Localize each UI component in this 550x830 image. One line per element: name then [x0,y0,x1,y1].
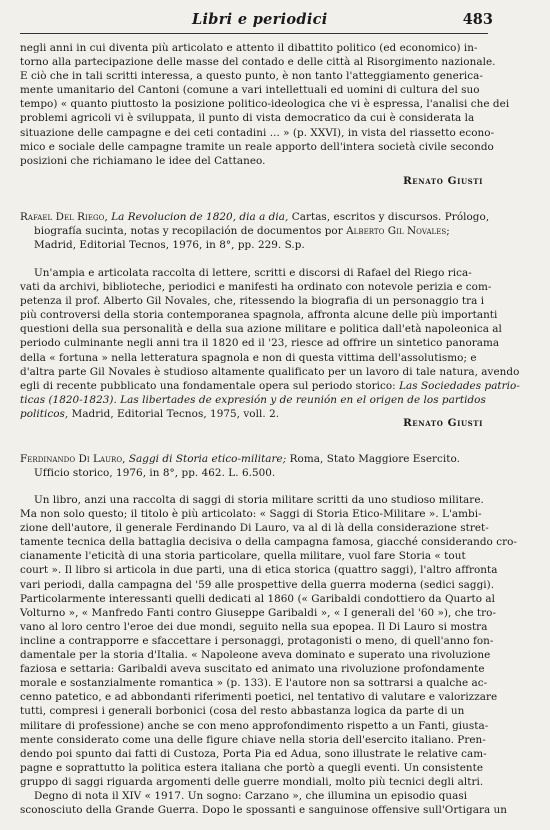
text-line: dendo poi spunto dai fatti di Custoza, Porta Pia ed Adua, sono illustrate le relative cam- [20,747,487,760]
text-line: pagne e soprattutto la politica estera italiana che portò a quegli eventi. Un consistente [20,761,484,774]
text-line: mente umanitario del Cantoni (comune a vari intellettuali ed uomini di cultura del suo [20,84,480,97]
text-line: vano al loro centro l'eroe dei due mondi, seguito nella sua epopea. Il Di Lauro si mostra [20,620,488,633]
text-line: vari periodi, dalla campagna del '59 alle prospettive della guerra moderna (sedici saggi). [20,578,495,591]
text-line: più controversi della storia contemporanea spagnola, affronta alcune delle più importanti [20,309,498,322]
text-line: mente considerato come una delle figure chiave nella storia dell'esercito italiano. Pren- [20,733,486,746]
reviewer-signature: Renato Giusti [403,175,483,187]
text-line: court ». Il libro si articola in due parti, una di etica storica (quattro saggi), l'altro affronta [20,564,498,577]
text-line: cianamente l'eticità di una storia particolare, quella militare, vuol fare Storia « tout [20,550,466,563]
text-line: morale e sostanzialmente romantica » (p. 133). E l'autore non sa sottrarsi a qualche ac- [20,677,488,690]
text-line: della « fortuna » nella letteratura spagnola e non di questa vittima dell'assolutismo; e [20,351,477,364]
text-line: tutti, compresi i generali borbonici (cosa del resto abbastanza logica da parte di un [20,705,465,718]
previous-review-ending [20,41,510,168]
running-title: Libri e periodici [192,11,328,28]
citation-text: Madrid, Editorial Tecnos, 1976, in 8°, pp. 229. S.p. [34,239,305,252]
text-line: gruppo di saggi riguarda argomenti delle guerre mondiali, molto più tecnici degli altri. [20,775,484,788]
cited-title: ticas (1820-1823). Las libertades de expresión y de reunión en el origen de los partidos [20,393,486,406]
cited-title: Las Sociedades patrio- [399,379,520,392]
text-line: tamente tecnica della battaglia decisiva o della campagna famosa, giacché considerando cro- [20,536,517,549]
text-line: Particolarmente interessanti quelli dedicati al 1860 (« Garibaldi condottiero da Quarto al [20,592,496,605]
text-line: negli anni in cui diventa più articolato e attento il dibattito politico (ed economico) in- [20,42,478,54]
text-line: sconosciuto della Grande Guerra. Dopo le spossanti e sanguinose offensive sull'Ortigara un [20,804,508,817]
citation-text: biografía sucinta, notas y recopilación de documentos por [34,225,343,238]
text-line: zione dell'autore, il generale Ferdinando Di Lauro, va al di là della considerazione stret- [20,522,489,535]
text-line: cenno patetico, e ad abbondanti riferimenti poetici, nel tentativo di valutare e valorizzare [20,691,498,704]
review-body [20,493,517,817]
text-line: E ciò che in tali scritti interessa, a questo punto, è non tanto l'atteggiamento generica- [20,70,483,83]
text-line: Ma non solo questo; il titolo è più articolato: « Saggi di Storia Etico-Militare ». L'ambi- [20,508,482,521]
text-line: situazione delle campagne e dei ceti contadini ... » (p. XXVI), in vista del riassetto econo- [20,126,495,139]
citation-text: Cartas, escritos y discursos. Prólogo, [291,211,490,223]
review-body [20,266,520,421]
text-line: damentale per la storia d'Italia. « Napoleone aveva dominato e superato una rivoluzione [20,649,491,662]
text-line: posizioni che richiamano le idee del Cattaneo. [20,154,266,167]
author-name: Ferdinando Di Lauro, [20,453,126,465]
text-line: vati da archivi, biblioteche, periodici e manifesti ha ordinato con notevole perizia e com- [20,281,492,294]
text-line: d'altra parte Gil Novales è studioso altamente qualificato per un lavoro di tale natura, avendo [20,365,520,378]
cited-title: politicos, [20,407,69,420]
text-line: problemi agricoli vi è sviluppata, il punto di vista democratico da cui è considerata la [20,112,475,125]
text-line: faziosa e settaria: Garibaldi aveva suscitato ed animato una rivoluzione profondamente [20,663,485,676]
text-line: Volturno », « Manfredo Fanti contro Giuseppe Garibaldi », « I generali del '60 »), che tro- [20,606,497,619]
page-number: 483 [462,11,493,28]
text-line: Un'ampia e articolata raccolta di lettere, scritti e discorsi di Rafael del Riego rica- [34,267,472,279]
text-line: tempo) « quanto piuttosto la posizione politico-ideologica che vi è espressa, l'analisi che dei [20,98,510,111]
editor-name: Alberto Gil Novales; [346,225,450,238]
reviewer-signature: Renato Giusti [403,417,483,429]
book-title: La Revolucion de 1820, dia a dia, [111,211,289,223]
text-line: petenza il prof. Alberto Gil Novales, che, ritessendo la biografia di un personaggio tra i [20,295,485,308]
text-line: torno alla partecipazione delle masse del contado e delle città al Risorgimento nazionale. [20,56,496,69]
text-line: questioni della sua personalità e della sua azione militare e politica dall'età napoleonica al [20,323,502,336]
text-line: Madrid, Editorial Tecnos, 1975, voll. 2. [71,407,280,420]
text-line: Un libro, anzi una raccolta di saggi di storia militare scritti da uno studioso militare. [34,494,484,506]
book-title: Saggi di Storia etico-militare; [128,453,287,465]
review-citation [20,210,490,252]
text-line: militare di professione) anche se con meno approfondimento rispetto a un Fanti, giusta- [20,719,489,732]
author-name: Rafael Del Riego, [20,211,108,223]
citation-text: Roma, Stato Maggiore Esercito. [289,453,460,465]
citation-text: Ufficio storico, 1976, in 8°, pp. 462. L. 6.500. [34,467,276,480]
running-header [20,11,493,34]
text-line: incline a contrapporre e sfaccettare i personaggi, protagonisti o meno, di quell'anno fon- [20,634,494,647]
review-citation [20,452,483,480]
text-line: periodo culminante negli anni tra il 1820 ed il '23, riesce ad offrire un sintetico panorama [20,337,500,350]
text-line: egli di recente pubblicato una fondamentale opera sul periodo storico: [20,379,396,392]
text-line: Degno di nota il XIV « 1917. Un sogno: Carzano », che illumina un episodio quasi [34,789,468,802]
text-line: mico e sociale delle campagne tramite un reale apporto dell'intera società civile secondo [20,140,494,153]
